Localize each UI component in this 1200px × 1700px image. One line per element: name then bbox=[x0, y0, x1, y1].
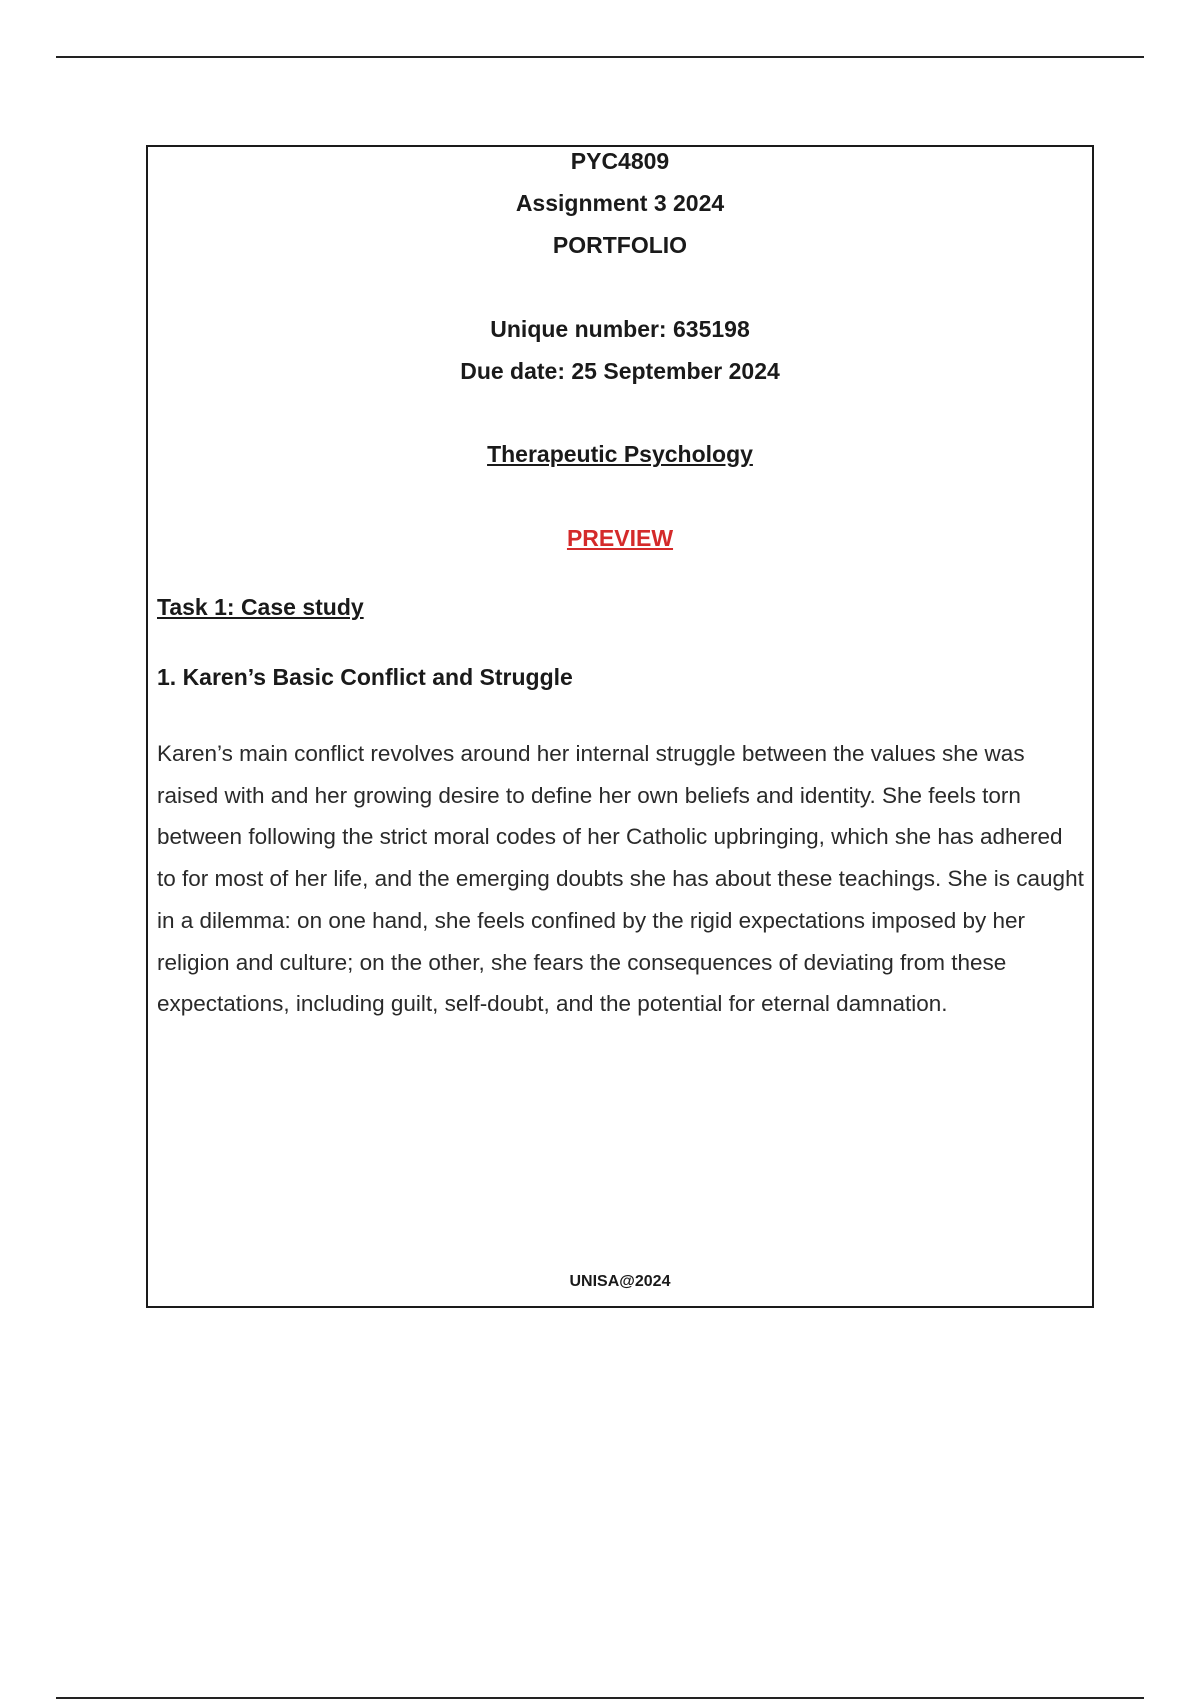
bottom-rule bbox=[56, 1697, 1144, 1699]
due-date: Due date: 25 September 2024 bbox=[460, 358, 780, 384]
assignment-type: PORTFOLIO bbox=[552, 232, 688, 258]
unique-number: Unique number: 635198 bbox=[490, 316, 750, 342]
top-rule bbox=[56, 56, 1144, 58]
document-page bbox=[146, 145, 1094, 1308]
section-heading: 1. Karen’s Basic Conflict and Struggle bbox=[157, 664, 573, 690]
task-heading: Task 1: Case study bbox=[157, 594, 364, 620]
subject-title: Therapeutic Psychology bbox=[487, 441, 753, 467]
preview-label: PREVIEW bbox=[566, 525, 674, 551]
assignment-title: Assignment 3 2024 bbox=[515, 190, 725, 216]
body-paragraph: Karen’s main conflict revolves around her internal struggle between the values she was raised with and her growing desire to define her own beliefs and identity. She feels torn between following the strict moral codes of her Catholic upbringing, which she has adhered to for most of her life, and the emerging doubts she has about these teachings. She is caught in a dilemma: on one hand, she feels confined by the rigid expectations imposed by her religion and culture; on the other, she fears the consequences of deviating from these expectations, including guilt, self-doubt, and the potential for eternal damnation. bbox=[157, 741, 1084, 1017]
footer-copyright: UNISA@2024 bbox=[569, 1273, 671, 1290]
course-code: PYC4809 bbox=[570, 148, 670, 174]
